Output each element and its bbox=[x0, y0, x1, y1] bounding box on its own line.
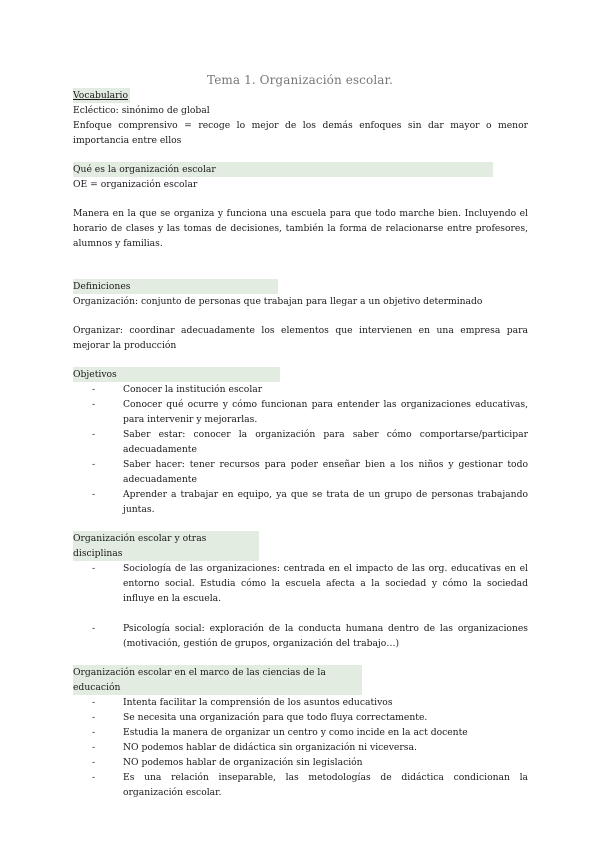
oe-definition-line: OE = organización escolar bbox=[73, 179, 198, 190]
definition-organizacion: Organización: conjunto de personas que trabajan para llegar a un objetivo determinado bbox=[73, 296, 483, 307]
document-body bbox=[73, 88, 528, 800]
list-item: - Saber estar: conocer la organización para saber cómo comportarse/participar adecuadamente bbox=[73, 427, 528, 457]
marco-list bbox=[73, 695, 528, 800]
list-item: - Intenta facilitar la comprensión de los asuntos educativos bbox=[73, 695, 528, 710]
list-item: - Saber hacer: tener recursos para poder enseñar bien a los niños y gestionar todo adecuadamente bbox=[73, 457, 528, 487]
section-heading-vocabulario: Vocabulario bbox=[73, 90, 129, 101]
section-heading-marco: Organización escolar en el marco de las ciencias de la educación bbox=[73, 665, 362, 695]
section-heading-disciplinas: Organización escolar y otras disciplinas bbox=[73, 531, 259, 561]
list-item: - NO podemos hablar de didáctica sin organización ni viceversa. bbox=[73, 740, 528, 755]
list-item: - NO podemos hablar de organización sin legislación bbox=[73, 755, 528, 770]
list-item: - Psicología social: exploración de la conducta humana dentro de las organizaciones (motivación, gestión de grupos, organización del trabajo…) bbox=[73, 621, 528, 651]
vocab-line-eclectico: Ecléctico: sinónimo de global bbox=[73, 105, 210, 116]
list-item: - Conocer qué ocurre y cómo funcionan para entender las organizaciones educativas, para intervenir y mejorarlas. bbox=[73, 397, 528, 427]
section-heading-objetivos: Objetivos bbox=[73, 367, 280, 382]
vocab-line-enfoque: Enfoque comprensivo = recoge lo mejor de los demás enfoques sin dar mayor o menor importancia entre ellos bbox=[73, 120, 528, 146]
disciplinas-list bbox=[73, 561, 528, 651]
definition-organizar: Organizar: coordinar adecuadamente los elementos que intervienen en una empresa para mejorar la producción bbox=[73, 325, 528, 351]
list-item: - Aprender a trabajar en equipo, ya que se trata de un grupo de personas trabajando juntas. bbox=[73, 487, 528, 517]
objetivos-list bbox=[73, 382, 528, 517]
que-es-paragraph: Manera en la que se organiza y funciona una escuela para que todo marche bien. Incluyendo el horario de clases y las tomas de decisiones, también la forma de relacionarse entre profesores, alumnos y familias. bbox=[73, 208, 528, 249]
section-heading-que-es: Qué es la organización escolar bbox=[73, 162, 493, 177]
list-item: - Es una relación inseparable, las metodologías de didáctica condicionan la organización escolar. bbox=[73, 770, 528, 800]
list-item: - Se necesita una organización para que todo fluya correctamente. bbox=[73, 710, 528, 725]
list-item: - Estudia la manera de organizar un centro y como incide en la act docente bbox=[73, 725, 528, 740]
list-item: - Sociología de las organizaciones: centrada en el impacto de las org. educativas en el entorno social. Estudia cómo la escuela afecta a la sociedad y cómo la sociedad influye en la escuela. bbox=[73, 561, 528, 606]
section-heading-definiciones: Definiciones bbox=[73, 279, 278, 294]
page-title: Tema 1. Organización escolar. bbox=[207, 73, 393, 87]
list-item: - Conocer la institución escolar bbox=[73, 382, 528, 397]
